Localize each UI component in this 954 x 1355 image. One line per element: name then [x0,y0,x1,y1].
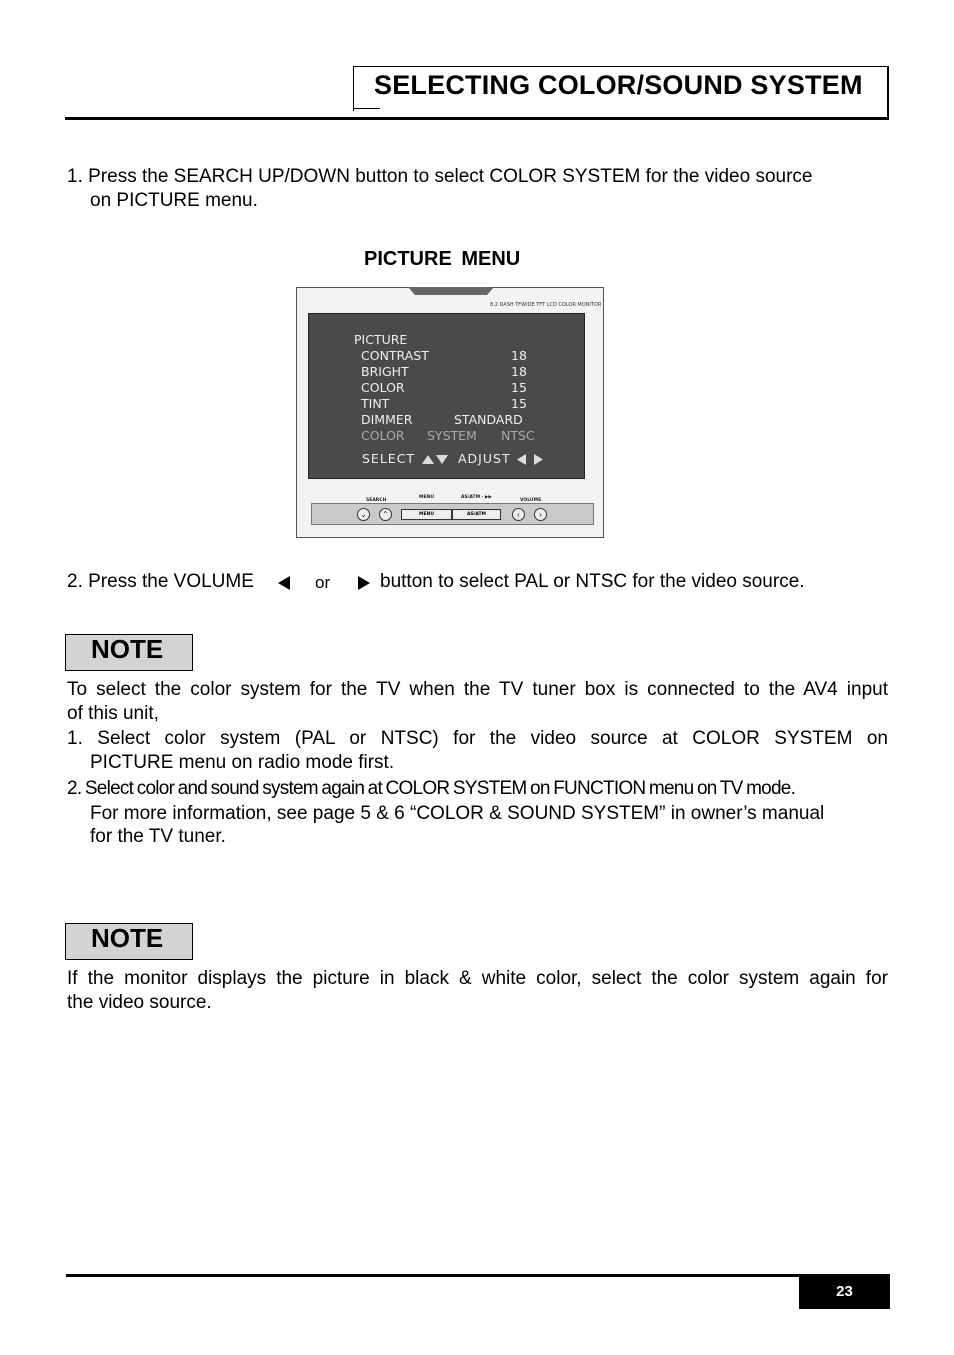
osd-heading: PICTURE [354,332,408,347]
left-right-arrows-icon [517,454,543,465]
osd-row-label: COLOR [361,380,405,395]
volume-control-label: VOLUME [520,498,542,503]
osd-select-label: SELECT [362,451,416,466]
step1-line2: on PICTURE menu. [90,190,258,211]
osd-row-value: 18 [511,364,527,379]
note1-line2: of this unit, [67,703,159,724]
osd-color-system-label2: SYSTEM [427,428,477,443]
search-up-icon: ⌃ [379,508,392,521]
page-number: 23 [799,1277,890,1309]
osd-row-label: DIMMER [361,412,413,427]
menu-key: MENU [401,509,452,520]
osd-row-value: 15 [511,380,527,395]
volume-right-icon: › [534,508,547,521]
osd-row-value: 18 [511,348,527,363]
volume-left-icon: ‹ [512,508,525,521]
search-down-icon: ⌄ [357,508,370,521]
osd-row-value: STANDARD [454,412,523,427]
step2-or: or [315,573,331,592]
asatm-control-label: AS/ATM · ▶▶ [461,495,492,500]
note1-item1-line1: 1. Select color system (PAL or NTSC) for the video source at COLOR SYSTEM on [67,728,888,749]
volume-right-arrow-icon [358,576,370,590]
note2-line1: If the monitor displays the picture in black & white color, select the color system again for [67,968,888,989]
osd-row-label: BRIGHT [361,364,409,379]
monitor-top-tab [408,287,494,295]
note1-item2-line1: 2. Select color and sound system again at COLOR SYSTEM on FUNCTION menu on TV mode. [67,778,796,799]
step1-line1: 1. Press the SEARCH UP/DOWN button to select COLOR SYSTEM for the video source [67,166,813,187]
monitor-brand-label: 8.2 DASH TFWIDE TFT LCD COLOR MONITOR [490,302,602,308]
footer-rule [66,1274,890,1277]
step2-text-start: 2. Press the VOLUME [67,571,254,592]
search-control-label: SEARCH [366,498,387,503]
note-label: NOTE [91,634,164,664]
note2-line2: the video source. [67,992,212,1013]
note1-item2-line2: For more information, see page 5 & 6 “COLOR & SOUND SYSTEM” in owner’s manual [90,803,825,824]
figure-caption: PICTURE MENU [364,248,521,270]
asatm-key: AS/ATM [452,509,501,520]
page-title: SELECTING COLOR/SOUND SYSTEM [374,70,863,100]
osd-row-label: CONTRAST [361,348,429,363]
osd-adjust-label: ADJUST [458,451,511,466]
osd-color-system-value: NTSC [501,428,535,443]
title-frame-right-edge [887,66,889,119]
osd-color-system-label: COLOR [361,428,405,443]
osd-row-value: 15 [511,396,527,411]
note1-item1-line2: PICTURE menu on radio mode first. [90,752,395,773]
header-rule [65,117,889,120]
volume-left-arrow-icon [278,576,290,590]
note1-item2-line3: for the TV tuner. [90,826,226,847]
up-down-arrows-icon [422,454,448,465]
title-frame-notch [353,108,380,111]
note-label: NOTE [91,923,164,953]
step2-text-end: button to select PAL or NTSC for the video source. [380,571,805,592]
osd-row-label: TINT [361,396,390,411]
menu-control-label: MENU [419,495,434,500]
note1-line1: To select the color system for the TV when the TV tuner box is connected to the AV4 input [67,679,888,700]
